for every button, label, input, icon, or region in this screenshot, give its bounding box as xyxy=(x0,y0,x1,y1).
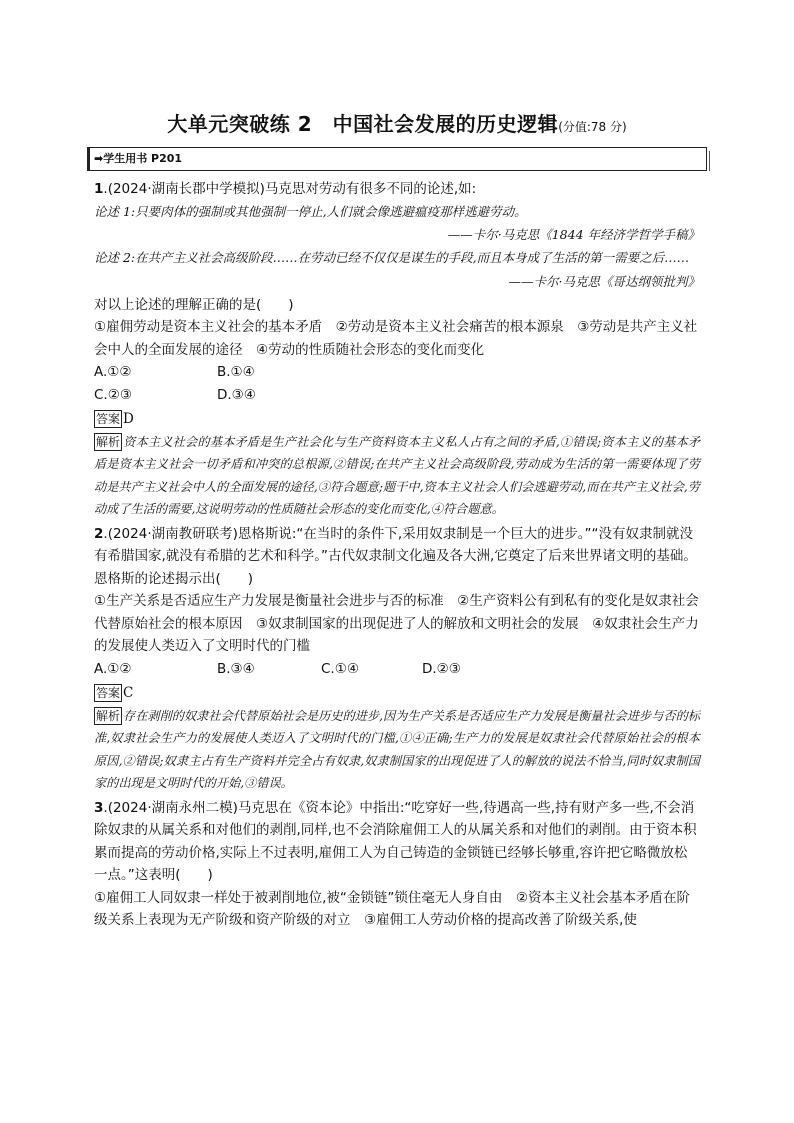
question-3-stem: 3.(2024·湖南永州二模)马克思在《资本论》中指出:“吃穿好一些,待遇高一些,持有财产多一些,不会消除奴隶的从属关系和对他们的剥削,同样,也不会消除雇佣工人的从属关系和对他们的剥削。由于资本积累而提高的劳动价格,实际上不过表明,雇佣工人为自己铸造的金锁链已经够长够重,容许把它略微放松一点。”这表明( ) xyxy=(94,799,697,883)
question-1-source-1: ——卡尔·马克思《1844 年经济学哲学手稿》 xyxy=(447,227,700,242)
option-c: C.②③ xyxy=(94,386,132,403)
question-1-options-row-1 xyxy=(94,361,700,384)
student-book-banner: ➡学生用书 P201 xyxy=(87,147,707,171)
question-2-answer xyxy=(94,682,700,705)
title-text: 大单元突破练 2 中国社会发展的历史逻辑 xyxy=(167,112,559,136)
option-b: B.③④ xyxy=(217,660,255,677)
option-a: A.①② xyxy=(94,364,132,380)
question-1-source-2: ——卡尔·马克思《哥达纲领批判》 xyxy=(508,273,700,289)
question-1-options-row-2 xyxy=(94,384,700,407)
question-2-options xyxy=(94,658,700,681)
question-2-items: ①生产关系是否适应生产力发展是衡量社会进步与否的标准 ②生产资料公有到私有的变化是奴隶社会代替原始社会的根本原因 ③奴隶制国家的出现促进了人的解放和文明社会的发展 ④奴隶社会生产力的发展使人类迈入了文明时代的门槛 xyxy=(94,593,699,654)
question-3-items: ①雇佣工人同奴隶一样处于被剥削地位,被“金锁链”锁住毫无人身自由 ②资本主义社会基本矛盾在阶级关系上表现为无产阶级和资产阶级的对立 ③雇佣工人劳动价格的提高改善了阶级关系,使 xyxy=(94,889,690,928)
option-d: D.③④ xyxy=(217,386,256,403)
question-1-quote-1: 论述 1:只要肉体的强制或其他强制一停止,人们就会像逃避瘟疫那样逃避劳动。 xyxy=(94,203,527,219)
question-1-ask: 对以上论述的理解正确的是( ) xyxy=(94,296,294,313)
answer-value: D xyxy=(123,411,134,427)
answer-label: 答案 xyxy=(96,686,121,700)
score-note: (分值:78 分) xyxy=(558,120,627,134)
explanation-label: 解析 xyxy=(96,434,121,449)
question-1-number: 1 xyxy=(94,181,104,197)
question-2-explanation: 解析 存在剥削的奴隶社会代替原始社会是历史的进步,因为生产关系是否适应生产力发展是衡量社会进步与否的标准,奴隶社会生产力的发展使人类迈入了文明时代的门槛,①④正确;生产力的发展是奴隶社会代替原始社会的根本原因,②错误;奴隶主占有生产资料并完全占有奴隶,奴隶制国家的出现促进了人的解放的说法不恰当,同时奴隶制国家的出现是文明时代的开始,③错误。 xyxy=(94,708,700,790)
question-1-stem: 1.(2024·湖南长郡中学模拟)马克思对劳动有很多不同的论述,如: xyxy=(94,181,477,197)
content xyxy=(94,178,700,932)
explanation-label: 解析 xyxy=(96,708,121,723)
question-1-answer xyxy=(94,408,700,431)
answer-value: C xyxy=(123,685,134,701)
option-c: C.①④ xyxy=(321,660,359,677)
option-a: A.①② xyxy=(94,660,132,677)
option-b: B.①④ xyxy=(217,364,255,380)
answer-label: 答案 xyxy=(96,412,121,426)
question-2-number: 2 xyxy=(94,525,104,542)
question-1-quote-2: 论述 2:在共产主义社会高级阶段……在劳动已经不仅仅是谋生的手段,而且本身成了生活的第一需要之后…… xyxy=(94,250,690,265)
page-title xyxy=(0,108,794,137)
question-3-number: 3 xyxy=(94,799,104,816)
option-d: D.②③ xyxy=(422,660,461,677)
question-1-items: ①雇佣劳动是资本主义社会的基本矛盾 ②劳动是资本主义社会痛苦的根本源泉 ③劳动是共产主义社会中人的全面发展的途径 ④劳动的性质随社会形态的变化而变化 xyxy=(94,319,698,358)
question-1-explanation: 解析 资本主义社会的基本矛盾是生产社会化与生产资料资本主义私人占有之间的矛盾,①错误;资本主义的基本矛盾是资本主义社会一切矛盾和冲突的总根源,②错误;在共产主义社会高级阶段,劳动成为生活的第一需要体现了劳动是共产主义社会中人的全面发展的途径,③符合题意;题干中,资本主义社会人们会逃避劳动,而在共产主义社会,劳动成了生活的需要,这说明劳动的性质随社会形态的变化而变化,④符合题意。 xyxy=(94,434,700,516)
question-2-stem: 2.(2024·湖南教研联考)恩格斯说:“在当时的条件下,采用奴隶制是一个巨大的进步。”“没有奴隶制就没有希腊国家,就没有希腊的艺术和科学。”古代奴隶制文化遍及各大洲,它奠定了后来世界诸文明的基础。恩格斯的论述揭示出( ) xyxy=(94,525,697,587)
